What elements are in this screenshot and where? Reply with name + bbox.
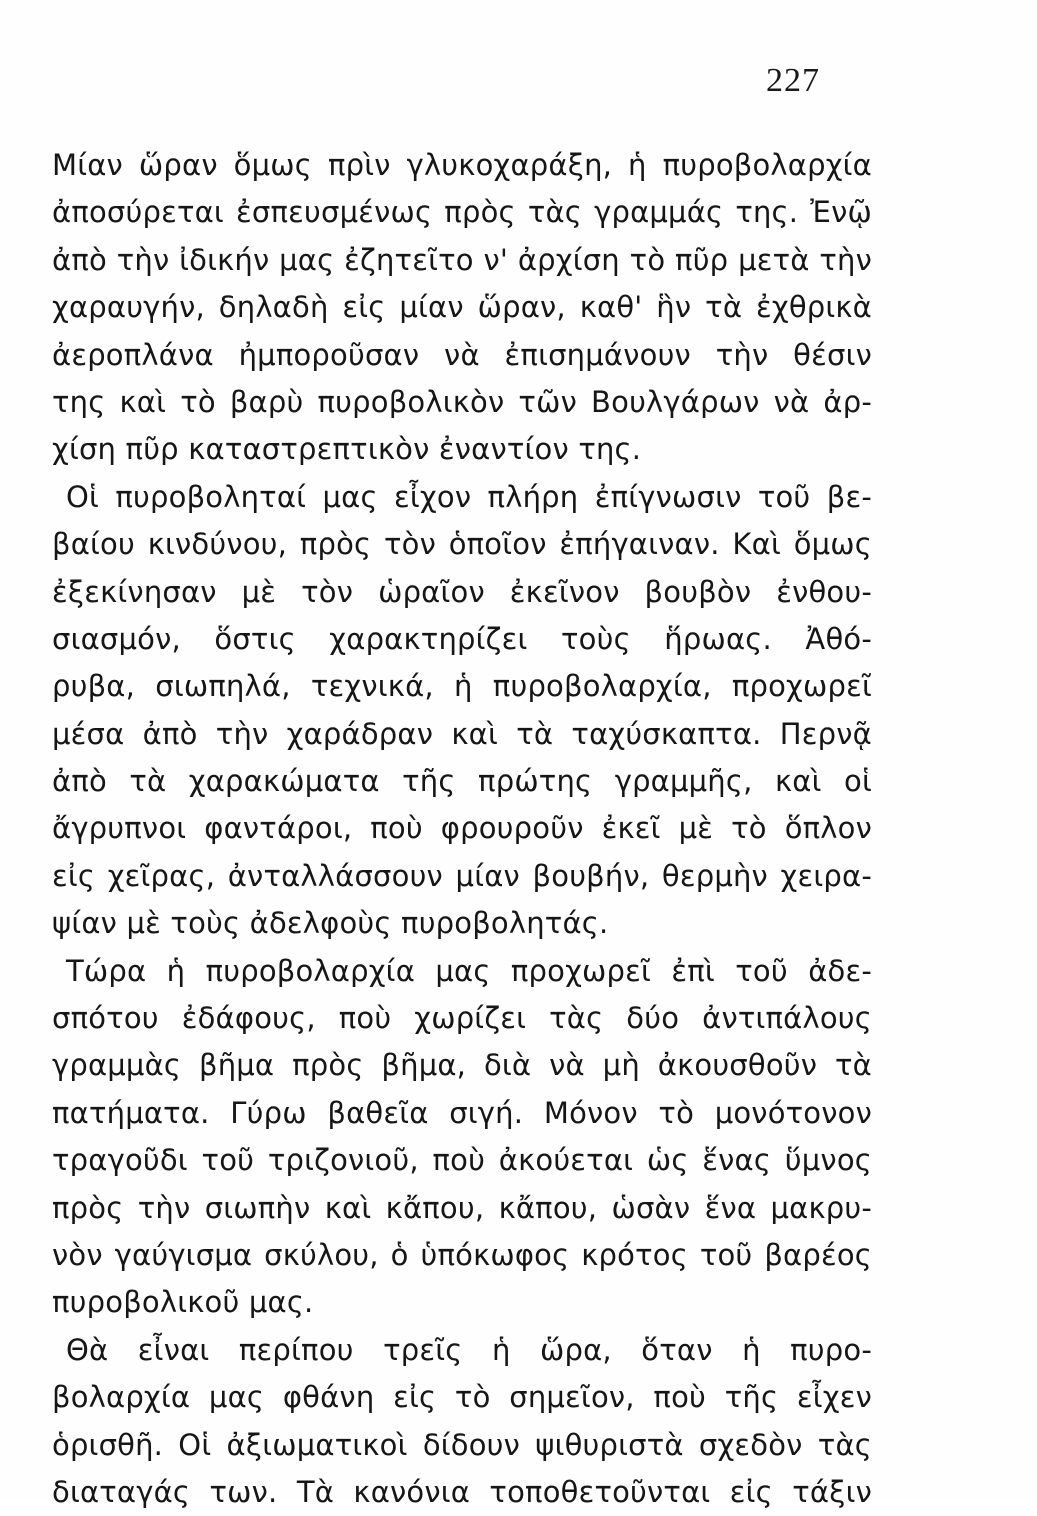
text-line: εἰς χεῖρας, ἀνταλλάσσουν μίαν βουβήν, θερμὴν χειρα- (52, 858, 872, 893)
text-line: πατήματα. Γύρω βαθεῖα σιγή. Μόνον τὸ μονότονον (52, 1095, 872, 1130)
text-line: πυροβολικοῦ μας. (52, 1285, 314, 1320)
text-line: ἄγρυπνοι φαντάροι, ποὺ φρουροῦν ἐκεῖ μὲ τὸ ὅπλον (52, 811, 872, 846)
text-line: Οἱ πυροβοληταί μας εἶχον πλήρη ἐπίγνωσιν τοῦ βε- (66, 479, 872, 514)
text-line: γραμμὰς βῆμα πρὸς βῆμα, διὰ νὰ μὴ ἀκουσθοῦν τὰ (52, 1048, 872, 1083)
text-line: ὁρισθῆ. Οἱ ἀξιωματικοὶ δίδουν ψιθυριστὰ σχεδὸν τὰς (52, 1427, 872, 1462)
text-line: χαραυγήν, δηλαδὴ εἰς μίαν ὥραν, καθ' ἣν τὰ ἐχθρικὰ (52, 290, 872, 325)
text-line: ψίαν μὲ τοὺς ἀδελφοὺς πυροβολητάς. (52, 906, 609, 941)
text-line: χίση πῦρ καταστρεπτικὸν ἐναντίον της. (52, 432, 642, 467)
text-line: τραγοῦδι τοῦ τριζονιοῦ, ποὺ ἀκούεται ὡς ἕνας ὕμνος (52, 1143, 872, 1178)
text-line: ρυβα, σιωπηλά, τεχνικά, ἡ πυροβολαρχία, προχωρεῖ (52, 669, 872, 704)
text-line: ἀεροπλάνα ἠμποροῦσαν νὰ ἐπισημάνουν τὴν θέσιν (52, 337, 872, 372)
text-line: νὸν γαύγισμα σκύλου, ὁ ὑπόκωφος κρότος τοῦ βαρέος (52, 1237, 872, 1272)
text-line: μέσα ἀπὸ τὴν χαράδραν καὶ τὰ ταχύσκαπτα. Περνᾷ (52, 716, 872, 751)
page-number: 227 (766, 62, 820, 99)
text-line: βαίου κινδύνου, πρὸς τὸν ὁποῖον ἐπήγαιναν. Καὶ ὅμως (52, 527, 872, 562)
text-line: σπότου ἐδάφους, ποὺ χωρίζει τὰς δύο ἀντιπάλους (52, 1001, 872, 1036)
text-line: Τώρα ἡ πυροβολαρχία μας προχωρεῖ ἐπὶ τοῦ ἀδε- (66, 953, 872, 988)
body-text (52, 142, 872, 1516)
text-line: ἐξεκίνησαν μὲ τὸν ὡραῖον ἐκεῖνον βουβὸν ἐνθου- (52, 574, 872, 609)
text-line: διαταγάς των. Τὰ κανόνια τοποθετοῦνται εἰς τάξιν (52, 1474, 872, 1509)
text-line: σιασμόν, ὅστις χαρακτηρίζει τοὺς ἥρωας. Ἀθό- (52, 621, 872, 656)
text-line: ἀπὸ τὴν ἰδικήν μας ἐζητεῖτο ν' ἀρχίση τὸ πῦρ μετὰ τὴν (52, 242, 872, 277)
text-line: ἀποσύρεται ἐσπευσμένως πρὸς τὰς γραμμάς της. Ἐνῷ (52, 195, 872, 230)
text-line: βολαρχία μας φθάνη εἰς τὸ σημεῖον, ποὺ τῆς εἶχεν (52, 1380, 872, 1415)
text-line: πρὸς τὴν σιωπὴν καὶ κἄπου, κἄπου, ὡσὰν ἕνα μακρυ- (52, 1190, 872, 1225)
text-line: της καὶ τὸ βαρὺ πυροβολικὸν τῶν Βουλγάρων νὰ ἀρ- (52, 384, 872, 419)
text-line: ἀπὸ τὰ χαρακώματα τῆς πρώτης γραμμῆς, καὶ οἱ (52, 764, 872, 799)
text-line: Μίαν ὥραν ὅμως πρὶν γλυκοχαράξη, ἡ πυροβολαρχία (52, 148, 872, 182)
text-line: Θὰ εἶναι περίπου τρεῖς ἡ ὥρα, ὅταν ἡ πυρο- (66, 1332, 872, 1367)
